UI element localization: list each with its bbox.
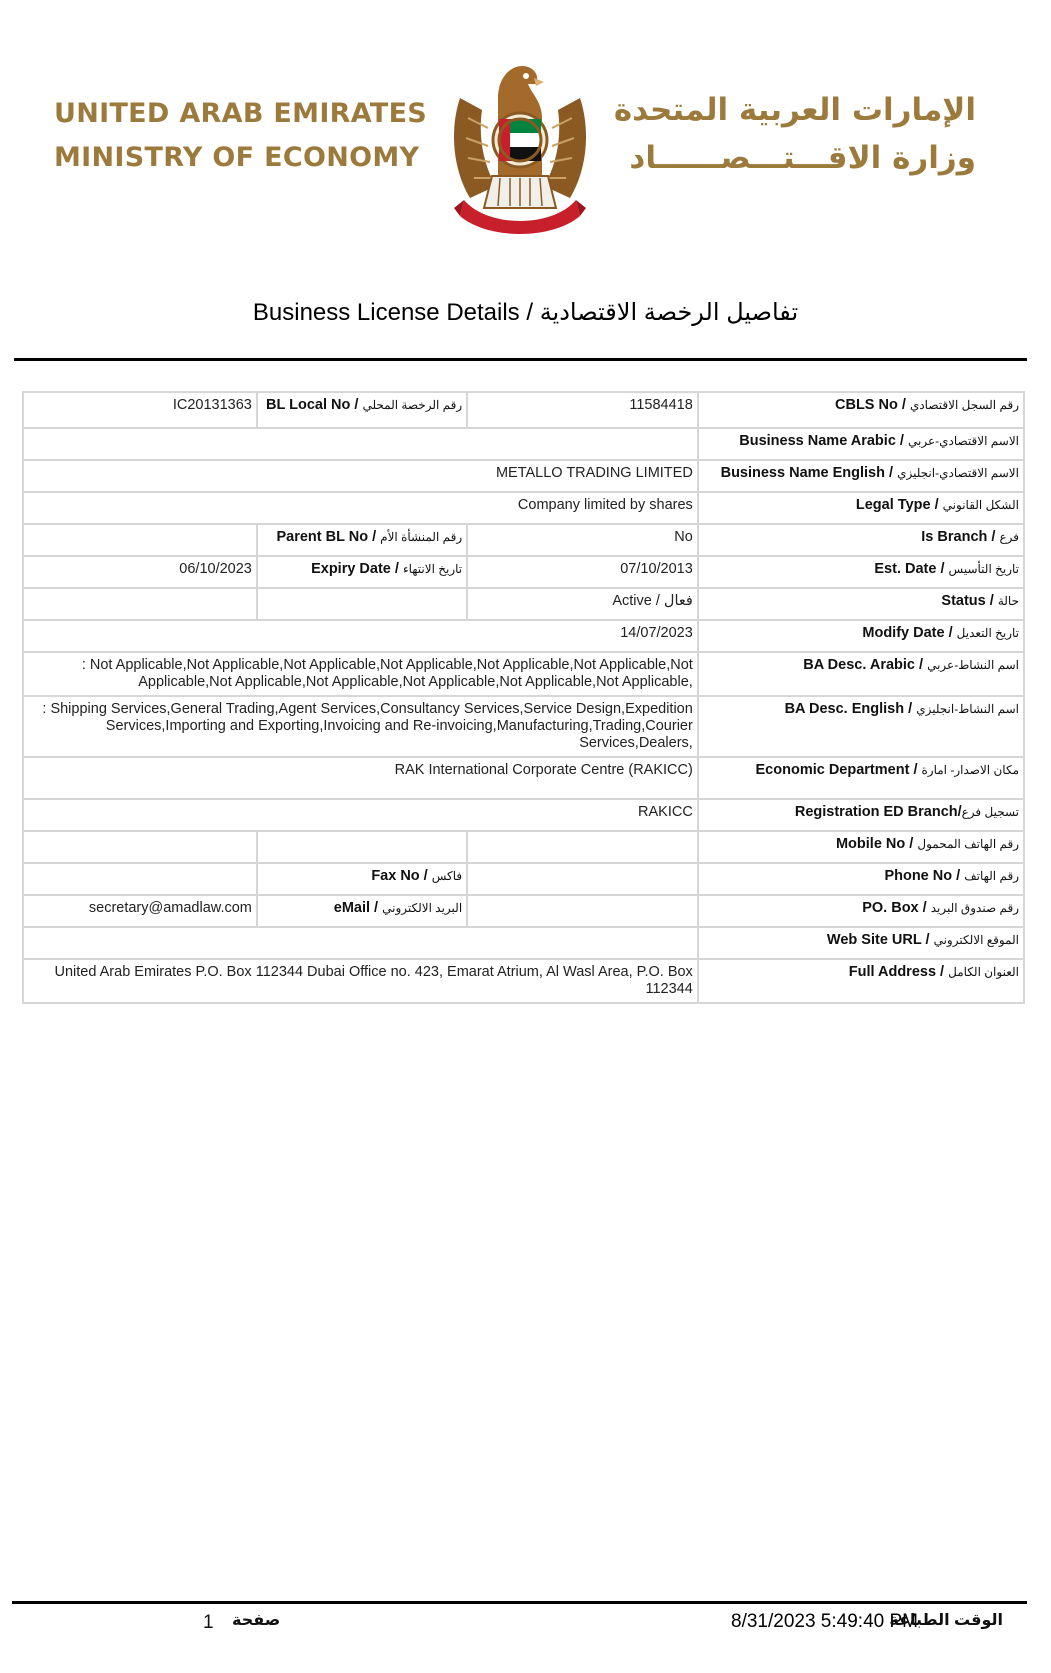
registration-ed-branch-value: RAKICC — [23, 799, 698, 831]
field-label: Registration ED Branch — [794, 804, 958, 820]
field-label: Business Name Arabic — [739, 433, 896, 449]
field-label-arabic: حالة — [997, 594, 1019, 608]
business-name-arabic-label: Business Name Arabic / الاسم الاقتصادي-عربي — [698, 428, 1024, 460]
field-label: Legal Type — [855, 497, 931, 513]
email-value: secretary@amadlaw.com — [23, 895, 257, 927]
ministry-name-english — [54, 92, 427, 180]
field-label-arabic: اسم النشاط-انجليزي — [916, 702, 1019, 716]
business-name-english-label: Business Name English / الاسم الاقتصادي-انجليزي — [698, 460, 1024, 492]
ba-desc-arabic-value: : Not Applicable,Not Applicable,Not Applicable,Not Applicable,Not Applicable,Not Applicable,Not Applicable,Not Applicable,Not Applicable,Not Applicable,Not Applicable,Not Applicable, — [23, 652, 698, 696]
expiry-date-label: Expiry Date / تاريخ الانتهاء — [257, 556, 467, 588]
field-label: Est. Date — [874, 561, 937, 577]
legal-type-value: Company limited by shares — [23, 492, 698, 524]
field-label-arabic: الموقع الالكتروني — [933, 933, 1019, 947]
table-row — [23, 428, 1024, 460]
mobile-no-value — [467, 831, 698, 863]
empty-cell — [23, 588, 257, 620]
table-row — [23, 959, 1024, 1003]
est-date-value: 07/10/2013 — [467, 556, 698, 588]
field-label-arabic: رقم الهاتف المحمول — [917, 837, 1019, 851]
field-label-arabic: الاسم الاقتصادي-عربي — [907, 434, 1019, 448]
parent-bl-no-value — [23, 524, 257, 556]
web-site-url-label: Web Site URL / الموقع الالكتروني — [698, 927, 1024, 959]
status-label: Status / حالة — [698, 588, 1024, 620]
field-label: Fax No — [371, 868, 420, 884]
parent-bl-no-label: Parent BL No / رقم المنشأة الأم — [257, 524, 467, 556]
status-value: Active / فعال — [467, 588, 698, 620]
full-address-value: United Arab Emirates P.O. Box 112344 Dubai Office no. 423, Emarat Atrium, Al Wasl Area, P.O. Box 112344 — [23, 959, 698, 1003]
field-label: Web Site URL — [826, 932, 922, 948]
fax-no-value — [23, 863, 257, 895]
table-row — [23, 652, 1024, 696]
table-row — [23, 392, 1024, 428]
field-label: Parent BL No — [276, 529, 369, 545]
document-title: Business License Details / تفاصيل الرخصة الاقتصادية — [252, 299, 799, 326]
field-label: Economic Department — [755, 762, 910, 778]
economic-department-value: RAK International Corporate Centre (RAKICC) — [23, 757, 698, 799]
ba-desc-english-value: : Shipping Services,General Trading,Agent Services,Consultancy Services,Service Design,Expedition Services,Importing and Exporting,Invoicing and Re-invoicing,Manufacturing,Trading,Courier Services,Dealers, — [23, 696, 698, 757]
economic-department-label: Economic Department / مكان الاصدار- امارة — [698, 757, 1024, 799]
print-time-label: الوقت الطباعة — [889, 1612, 1003, 1629]
table-row — [23, 927, 1024, 959]
phone-no-value — [467, 863, 698, 895]
footer-divider — [12, 1601, 1027, 1604]
field-label-arabic: تاريخ التعديل — [956, 626, 1019, 640]
field-label-arabic: الاسم الاقتصادي-انجليزي — [897, 466, 1019, 480]
ministry-name-arabic — [614, 86, 976, 182]
email-label: eMail / البريد الالكتروني — [257, 895, 467, 927]
table-row — [23, 895, 1024, 927]
table-row — [23, 588, 1024, 620]
table-row — [23, 799, 1024, 831]
po-box-label: PO. Box / رقم صندوق البريد — [698, 895, 1024, 927]
cbls-no-label: CBLS No / رقم السجل الاقتصادي — [698, 392, 1024, 428]
mobile-no-label: Mobile No / رقم الهاتف المحمول — [698, 831, 1024, 863]
field-label-arabic: فرع — [999, 530, 1019, 544]
field-label-arabic: البريد الالكتروني — [382, 901, 463, 915]
field-label: BA Desc. English — [784, 701, 905, 717]
field-label: Phone No — [884, 868, 953, 884]
letterhead — [0, 0, 1051, 250]
empty-cell — [257, 588, 467, 620]
expiry-date-value: 06/10/2023 — [23, 556, 257, 588]
est-date-label: Est. Date / تاريخ التأسيس — [698, 556, 1024, 588]
field-label: Status — [941, 593, 986, 609]
field-label-arabic: رقم السجل الاقتصادي — [909, 398, 1019, 412]
is-branch-value: No — [467, 524, 698, 556]
field-label: Is Branch — [921, 529, 988, 545]
field-label-arabic: رقم الرخصة المحلي — [362, 398, 463, 412]
table-row — [23, 620, 1024, 652]
field-label: Mobile No — [835, 836, 906, 852]
modify-date-value: 14/07/2023 — [23, 620, 698, 652]
page-label: صفحة — [232, 1612, 281, 1629]
bl-local-no-label: BL Local No / رقم الرخصة المحلي — [257, 392, 467, 428]
field-label: Business Name English — [720, 465, 885, 481]
license-details-table — [22, 391, 1025, 1004]
field-label-arabic: رقم صندوق البريد — [930, 901, 1019, 915]
registration-ed-branch-label: Registration ED Branch/تسجيل فرع — [698, 799, 1024, 831]
is-branch-label: Is Branch / فرع — [698, 524, 1024, 556]
field-label: CBLS No — [835, 397, 898, 413]
legal-type-label: Legal Type / الشكل القانوني — [698, 492, 1024, 524]
country-name-english: UNITED ARAB EMIRATES — [54, 98, 428, 129]
table-row — [23, 556, 1024, 588]
table-row — [23, 696, 1024, 757]
print-timestamp: 8/31/2023 5:49:40 PM — [731, 1611, 918, 1632]
cbls-no-value: 11584418 — [467, 392, 698, 428]
field-label: BA Desc. Arabic — [803, 657, 915, 673]
ministry-title-english: MINISTRY OF ECONOMY — [54, 142, 420, 173]
business-name-english-value: METALLO TRADING LIMITED — [23, 460, 698, 492]
field-label: Expiry Date — [311, 561, 391, 577]
table-row — [23, 863, 1024, 895]
field-label: BL Local No — [266, 397, 351, 413]
title-divider — [14, 358, 1027, 361]
ba-desc-english-label: BA Desc. English / اسم النشاط-انجليزي — [698, 696, 1024, 757]
phone-no-label: Phone No / رقم الهاتف — [698, 863, 1024, 895]
field-label: Modify Date — [862, 625, 945, 641]
table-row — [23, 492, 1024, 524]
field-label: Full Address — [848, 964, 937, 980]
web-site-url-value — [23, 927, 698, 959]
field-label-arabic: تسجيل فرع — [961, 805, 1019, 819]
field-label-arabic: رقم الهاتف — [964, 869, 1019, 883]
table-row — [23, 460, 1024, 492]
field-label-arabic: رقم المنشأة الأم — [380, 530, 463, 544]
business-name-arabic-value — [23, 428, 698, 460]
empty-cell — [23, 831, 257, 863]
field-label-arabic: العنوان الكامل — [948, 965, 1019, 979]
fax-no-label: Fax No / فاكس — [257, 863, 467, 895]
bl-local-no-value: IC20131363 — [23, 392, 257, 428]
ministry-title-arabic: وزارة الاقـــتـــصــــــاد — [629, 140, 976, 176]
field-label-arabic: الشكل القانوني — [942, 498, 1019, 512]
field-label-arabic: اسم النشاط-عربي — [927, 658, 1019, 672]
uae-emblem-logo — [448, 58, 592, 238]
full-address-label: Full Address / العنوان الكامل — [698, 959, 1024, 1003]
field-label-arabic: تاريخ الانتهاء — [402, 562, 463, 576]
country-name-arabic: الإمارات العربية المتحدة — [613, 92, 976, 128]
po-box-value — [467, 895, 698, 927]
field-label-arabic: مكان الاصدار- امارة — [921, 763, 1019, 777]
field-label-arabic: فاكس — [431, 869, 463, 883]
table-row — [23, 757, 1024, 799]
field-label-arabic: تاريخ التأسيس — [948, 562, 1019, 576]
field-label: PO. Box — [862, 900, 919, 916]
ba-desc-arabic-label: BA Desc. Arabic / اسم النشاط-عربي — [698, 652, 1024, 696]
empty-cell — [257, 831, 467, 863]
table-row — [23, 831, 1024, 863]
page-number: 1 — [203, 1612, 214, 1633]
table-row — [23, 524, 1024, 556]
field-label: eMail — [333, 900, 371, 916]
modify-date-label: Modify Date / تاريخ التعديل — [698, 620, 1024, 652]
